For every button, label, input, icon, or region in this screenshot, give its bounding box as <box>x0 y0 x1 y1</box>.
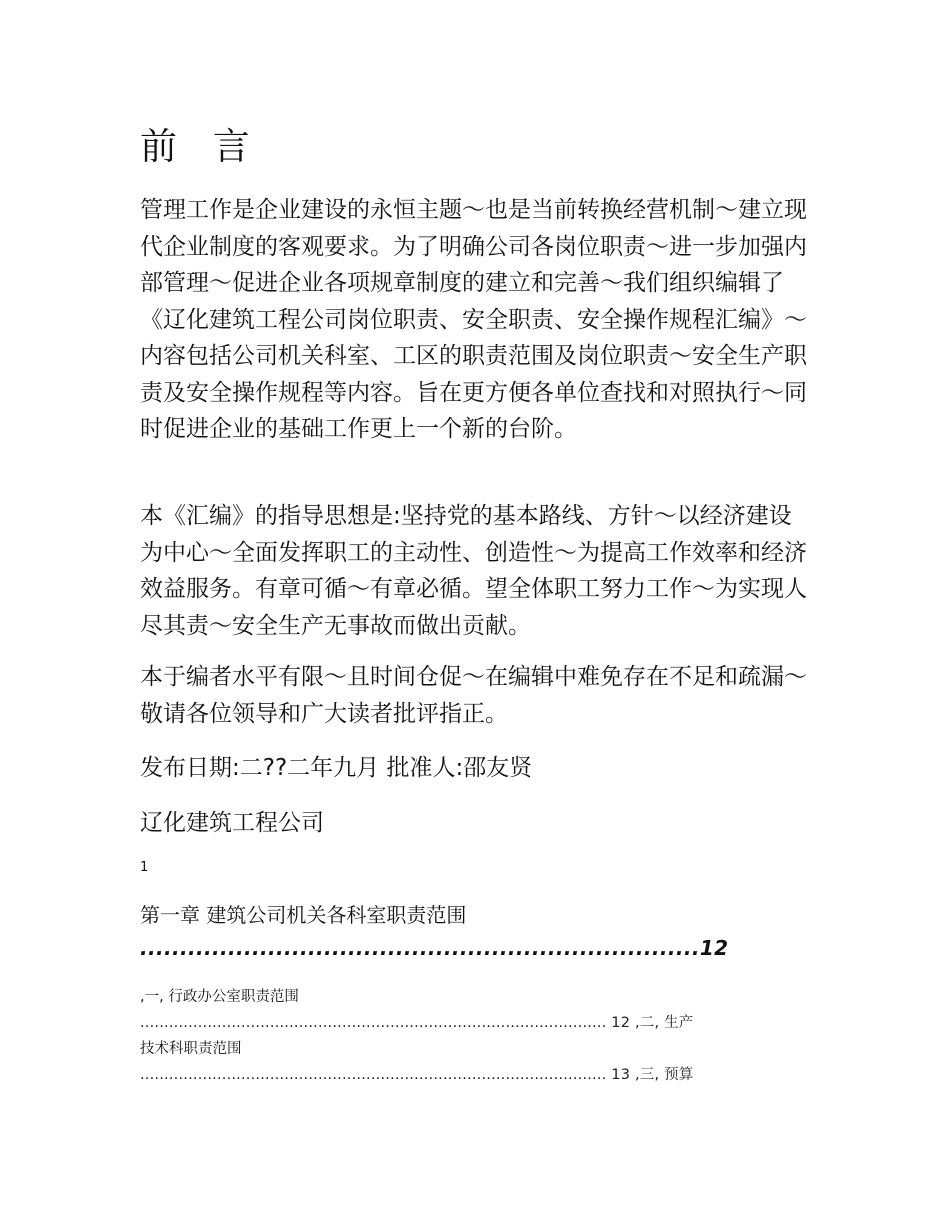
preface-paragraph-1: 管理工作是企业建设的永恒主题～也是当前转换经营机制～建立现代企业制度的客观要求。为了明确公司各岗位职责～进一步加强内部管理～促进企业各项规章制度的建立和完善～我们组织编辑了《辽化建筑工程公司岗位职责、安全职责、安全操作规程汇编》～内容包括公司机关科室、工区的职责范围及岗位职责～安全生产职责及安全操作规程等内容。旨在更方便各单位查找和对照执行～同时促进企业的基础工作更上一个新的台阶。 <box>140 197 807 442</box>
toc-chapter-leader: ......................................................................12 <box>140 936 729 960</box>
toc-entry-leader: ................................................................................................. 12 ,二, 生产 <box>140 1015 694 1031</box>
preface-paragraph-2: 本《汇编》的指导思想是:坚持党的基本路线、方针～以经济建设为中心～全面发挥职工的主动性、创造性～为提高工作效率和经济效益服务。有章可循～有章必循。望全体职工努力工作～为实现人尽其责～安全生产无事故而做出贡献。 <box>140 503 807 639</box>
toc-chapter-title: 第一章 建筑公司机关各科室职责范围 <box>140 903 467 927</box>
toc-entry-title: ,一, 行政办公室职责范围 <box>140 989 299 1005</box>
toc-entry-title: 技术科职责范围 <box>140 1041 242 1057</box>
preface-paragraph-3: 本于编者水平有限～且时间仓促～在编辑中难免存在不足和疏漏～敬请各位领导和广大读者批评指正。 <box>140 664 807 727</box>
page-number: 1 <box>140 860 149 875</box>
page-heading: 前 言 <box>140 125 262 168</box>
toc-entry-leader: ................................................................................................. 13 ,三, 预算 <box>140 1067 694 1083</box>
release-date-line: 发布日期:二??二年九月 批准人:邵友贤 <box>140 755 533 781</box>
company-name: 辽化建筑工程公司 <box>140 810 324 836</box>
